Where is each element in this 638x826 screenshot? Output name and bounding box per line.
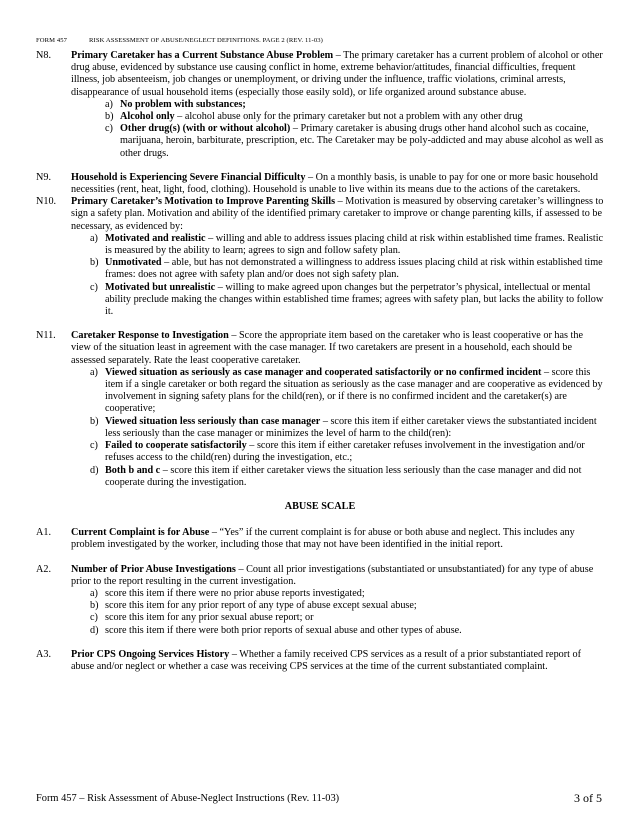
item-a2	[36, 564, 604, 637]
option: c) Failed to cooperate satisfactorily – score this item if either caretaker refuses involvement in the investigation and/or refuses access to the child(ren) during the investigation, etc.;	[90, 440, 585, 464]
item-text: – Count all prior investigations (substantiated or unsubstantiated) for any type of abuse prior to the report resulting in the current investigation.	[71, 563, 594, 587]
option: a) score this item if there were no prior abuse reports investigated;	[90, 587, 365, 599]
option: c) Motivated but unrealistic – willing to make agreed upon changes but the perpetrator’s physical, intellectual or mental ability preclude making the changes within established time frames; agrees with safety plan, but lacks the ability to follow it.	[90, 281, 604, 318]
footer-form-title: Form 457 – Risk Assessment of Abuse-Neglect Instructions (Rev. 11-03)	[36, 793, 340, 804]
item-a3	[36, 649, 604, 673]
item-heading: Prior CPS Ongoing Services History	[71, 648, 230, 660]
option: b) Alcohol only – alcohol abuse only for the primary caretaker but not a problem with any other drug	[105, 111, 523, 123]
option: a) Viewed situation as seriously as case manager and cooperated satisfactorily or no confirmed incident – score this item if a single caretaker or both regard the situation as seriously as the case manager and are cooperative as evidenced by involvement in signing safety plans for the child(ren), or if there is no confirmed incident and the caretaker(s) are cooperative;	[90, 366, 603, 415]
item-heading: Household is Experiencing Severe Financial Difficulty	[71, 171, 306, 183]
item-heading: Number of Prior Abuse Investigations	[71, 563, 236, 575]
option: a) No problem with substances;	[105, 98, 246, 110]
item-n9	[36, 172, 604, 196]
option: b) score this item for any prior report of any type of abuse except sexual abuse;	[90, 600, 417, 612]
item-heading: Primary Caretaker’s Motivation to Improve Parenting Skills	[71, 196, 336, 208]
item-text: – Whether a family received CPS services as a result of a prior substantiated report of abuse and/or neglect or whether a case was receiving CPS services at the time of the current substantiated complaint.	[71, 648, 582, 672]
item-text: – On a monthly basis, is unable to pay for one or more basic household necessities (rent, heat, light, food, clothing). Household is unable to live within its means due to the actions of the caretakers.	[71, 171, 598, 196]
item-heading: Current Complaint is for Abuse	[71, 527, 210, 539]
item-number: A2.	[36, 563, 51, 575]
item-n8	[36, 50, 604, 160]
item-text: – Score the appropriate item based on the caretaker who is least cooperative or has the view of the situation least in agreement with the case manager. If two caretakers are present in a household, each should be assessed separately. Rate the least cooperative caretaker.	[71, 330, 583, 366]
item-number: N9.	[36, 171, 51, 183]
page-number: 3 of 5	[574, 791, 602, 805]
item-heading: Caretaker Response to Investigation	[71, 330, 229, 342]
item-heading: Primary Caretaker has a Current Substance Abuse Problem	[71, 50, 334, 61]
option: d) Both b and c – score this item if either caretaker views the situation less seriously than the case manager and did not cooperate during the investigation.	[90, 464, 582, 488]
item-number: A1.	[36, 527, 51, 539]
header-title: RISK ASSESSMENT OF ABUSE/NEGLECT DEFINITIONS. PAGE 2 (REV. 11-03)	[89, 37, 323, 44]
option: c) Other drug(s) (with or without alcohol) – Primary caretaker is abusing drugs other hand alcohol such as cocaine, marijuana, heroin, barbiturate, prescription, etc. The Caretaker may be poly-addicted and may abuse alcohol as well as other drugs.	[105, 123, 604, 159]
item-text: – The primary caretaker has a current problem of alcohol or other drug abuse, evidenced by substance use causing conflict in home, extreme behavior/attitudes, financial difficulties, frequent illness, job absenteeism, job changes or unemployment, or driving under the influence, traffic violations, criminal arrests, disappearance of usual household items (especially those easily sold), or life organized around substance abuse.	[71, 50, 603, 98]
option: c) score this item for any prior sexual abuse report; or	[90, 612, 314, 624]
form-number: FORM 457	[36, 37, 68, 44]
option: d) score this item if there were both prior reports of sexual abuse and other types of abuse.	[90, 624, 462, 636]
item-number: N11.	[36, 330, 56, 342]
option: a) Motivated and realistic – willing and able to address issues placing child at risk within established time frames. Realistic is measured by the ability to learn; agrees to sign and follow safety plan.	[90, 232, 604, 257]
item-number: N8.	[36, 50, 51, 61]
item-number: N10.	[36, 196, 57, 208]
item-text: – “Yes” if the current complaint is for abuse or both abuse and neglect. This includes any problem investigated by the worker, including those that may not have been identified in the initial report.	[71, 527, 575, 551]
page-header	[36, 37, 345, 44]
option: b) Unmotivated – able, but has not demonstrated a willingness to address issues placing child at risk within established time frames: does not agree with safety plan and/or does not sigh safety plan.	[90, 257, 603, 281]
option: b) Viewed situation less seriously than case manager – score this item if either caretaker views the substantiated incident less seriously than the case manager or minimizes the level of harm to the child(ren):	[90, 415, 597, 439]
item-n10	[36, 196, 604, 318]
document-body	[36, 50, 604, 685]
item-text: – Motivation is measured by observing caretaker’s willingness to sign a safety plan. Motivation and ability of the identified primary caretaker to improve or change parenting kills, if assessed to be necessary, as evidenced by:	[71, 196, 604, 232]
item-a1	[36, 527, 604, 551]
item-number: A3.	[36, 648, 51, 660]
abuse-scale-title: ABUSE SCALE	[284, 500, 356, 512]
item-n11	[36, 330, 604, 489]
